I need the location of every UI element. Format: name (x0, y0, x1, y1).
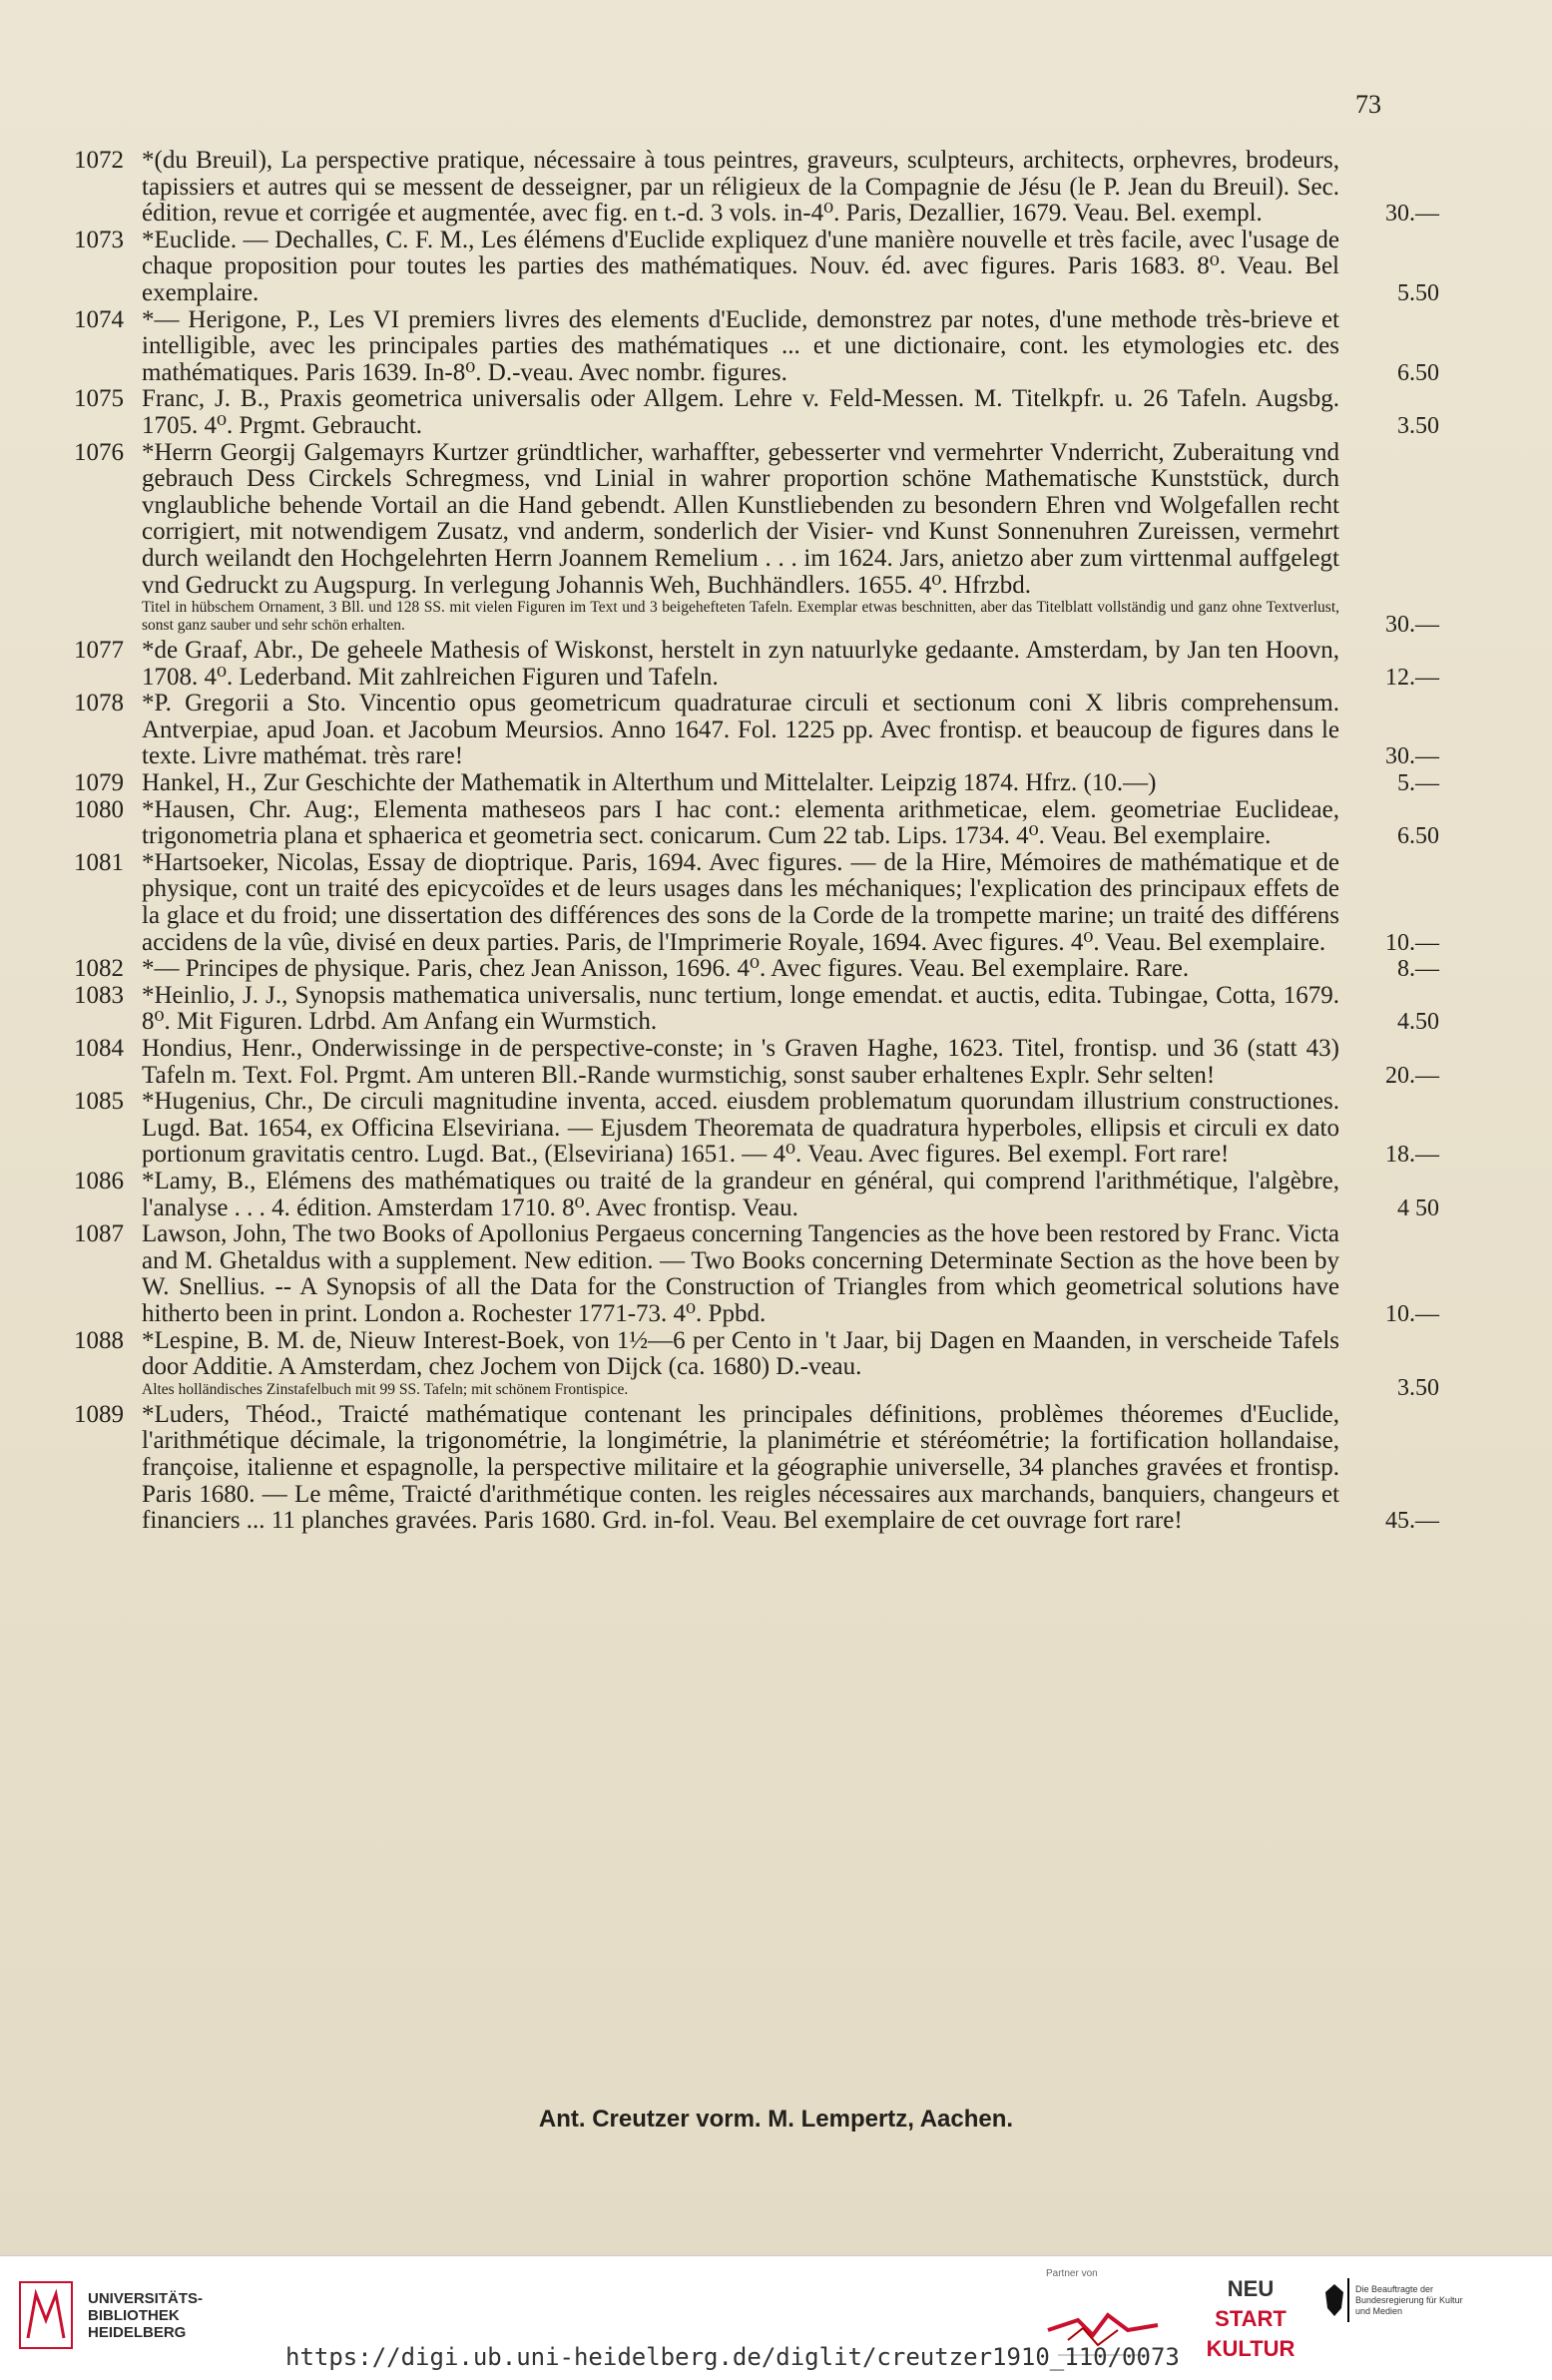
catalog-entry (52, 1035, 1439, 1089)
entry-description: Lawson, John, The two Books of Apollonius Pergaeus concerning Tangencies as the hove been restored by Franc. Victa and M. Ghetaldus with a supplement. New edition. — Two Books concerning Determinate Section as the hove been by W. Snellius. -- A Synopsis of all the Data for the Construction of Triangles from which geometrical solutions have hitherto been in print. London a. Rochester 1771-73. 4⁰. Ppbd. (142, 1220, 1339, 1327)
entry-price: 3.50 (1397, 1375, 1439, 1402)
catalog-entry (52, 637, 1439, 691)
catalog-entry (52, 955, 1439, 983)
entry-description: *Hausen, Chr. Aug:, Elementa matheseos pars I hac cont.: elementa arithmeticae, elem. geometriae Euclideae, trigonometria plana et sphaerica et geometria sect. conicarum. Cum 22 tab. Lips. 1734. 4⁰. Veau. Bel exemplaire. (142, 795, 1339, 850)
entry-description: *Lespine, B. M. de, Nieuw Interest-Boek, von 1½—6 per Cento in 't Jaar, bij Dagen en Maanden, in verscheide Tafels door Additie. A Amsterdam, chez Jochem von Dijck (ca. 1680) D.-veau. (142, 1326, 1339, 1381)
uni-line-1: UNIVERSITÄTS- (88, 2289, 204, 2307)
entry-number: 1072 (74, 147, 124, 174)
entry-price: 8.— (1397, 956, 1439, 983)
entry-number: 1079 (74, 769, 124, 797)
entry-description: *Heinlio, J. J., Synopsis mathematica universalis, nunc tertium, longe emendat. et auctis, edita. Tubingae, Cotta, 1679. 8⁰. Mit Figuren. Ldrbd. Am Anfang ein Wurmstich. (142, 981, 1339, 1036)
catalog-entry (52, 848, 1439, 956)
catalog-entry (52, 795, 1439, 850)
entry-body (142, 440, 1339, 639)
entry-description: *— Principes de physique. Paris, chez Jean Anisson, 1696. 4⁰. Avec figures. Veau. Bel exemplaire. Rare. (142, 955, 1190, 983)
entry-body (142, 850, 1339, 956)
entry-number: 1088 (74, 1326, 124, 1354)
entry-price: 6.50 (1397, 823, 1439, 850)
entry-number: 1074 (74, 305, 124, 333)
catalog-entry (52, 1326, 1439, 1402)
entry-number: 1083 (74, 981, 124, 1009)
entry-body (142, 1036, 1339, 1089)
catalog-entry (52, 981, 1439, 1036)
entry-price: 10.— (1385, 1300, 1439, 1327)
entry-price: 12.— (1385, 664, 1439, 691)
catalog-entry (52, 1167, 1439, 1221)
entry-body (142, 691, 1339, 770)
federal-eagle-icon (1319, 2278, 1349, 2322)
entry-number: 1080 (74, 795, 124, 823)
university-library-name (88, 2290, 203, 2341)
catalog-entry (52, 147, 1439, 228)
entry-price: 6.50 (1397, 359, 1439, 386)
bkm-logo[interactable] (1319, 2278, 1465, 2322)
catalog-entry (52, 226, 1439, 307)
neustart-line-1: NEU (1227, 2276, 1275, 2301)
entry-number: 1086 (74, 1167, 124, 1194)
entry-price: 10.— (1385, 929, 1439, 956)
entry-body (142, 638, 1339, 691)
entry-price: 45.— (1385, 1508, 1439, 1535)
catalog-entry (52, 1088, 1439, 1169)
entry-number: 1084 (74, 1035, 124, 1062)
entry-body (142, 1221, 1339, 1327)
neustart-line-2: START (1215, 2306, 1287, 2331)
entry-body (142, 148, 1339, 228)
university-library-logo[interactable] (18, 2280, 203, 2350)
entry-description: Franc, J. B., Praxis geometrica universalis oder Allgem. Lehre v. Feld-Messen. M. Titelkpfr. u. 26 Tafeln. Augsbg. 1705. 4⁰. Prgmt. Gebraucht. (142, 385, 1339, 439)
entry-body (142, 956, 1339, 983)
bkm-text: Die Beauftragte der Bundesregierung für Kultur und Medien (1355, 2283, 1463, 2316)
entry-body (142, 1328, 1339, 1402)
neustart-kultur-logo-icon[interactable] (1206, 2266, 1295, 2366)
entry-description: *(du Breuil), La perspective pratique, nécessaire à tous peintres, graveurs, sculpteurs, architects, orphevres, brodeurs, tapissiers et autres qui se messent de desseigner, par un réligieux de la Compagnie de Jésu (le P. Jean du Breuil). Sec. édition, revue et corrigée et augmentée, avec fig. en t.-d. 3 vols. in-4⁰. Paris, Dezallier, 1679. Veau. Bel. exempl. (142, 147, 1339, 228)
entry-description: *Herrn Georgij Galgemayrs Kurtzer gründtlicher, warhaffter, gebesserter vnd vermehrter Vnderricht, Zuberaitung vnd gebrauch Dess Circkels Schregmess, vnd Linial in wahrer proportion schöne Mathematische Kunststück, durch vnglaubliche behende Vortail an die Hand gebendt. Allen Kunstliebenden zu besondern Ehren vnd Wolgefallen recht corrigiert, mit notwendigem Zusatz, vnd anderm, sonderlich der Visier- vnd Kunst Sonnenuhren Zureissen, vermehrt durch weilandt den Hochgelehrten Herrn Joannem Remelium . . . im 1624. Jars, anietzo aber zum virttenmal auffgelegt vnd Gedruckt zu Augspurg. In verlegung Johannis Weh, Buchhändlers. 1655. 4⁰. Hfrzbd. (142, 438, 1339, 599)
entry-price: 5.50 (1397, 279, 1439, 306)
entry-description: *Hugenius, Chr., De circuli magnitudine inventa, acced. eiusdem problematum quorundam illustrium constructiones. Lugd. Bat. 1654, ex Officina Elseviriana. — Ejusdem Theoremata de quadratura hyperboles, ellipsis et circuli ex dato portionum gravitatis centro. Lugd. Bat., (Elseviriana) 1651. — 4⁰. Veau. Avec figures. Bel exempl. Fort rare! (142, 1088, 1339, 1169)
publisher-footer: Ant. Creutzer vorm. M. Lempertz, Aachen. (538, 2106, 1014, 2133)
entry-number: 1075 (74, 385, 124, 413)
entry-body (142, 983, 1339, 1036)
partner-label: Partner von (1046, 2268, 1098, 2279)
entry-price: 20.— (1385, 1062, 1439, 1089)
entry-number: 1085 (74, 1088, 124, 1116)
uni-line-3: HEIDELBERG (88, 2323, 187, 2341)
entry-description: Hondius, Henr., Onderwissinge in de perspective-conste; in 's Graven Haghe, 1623. Titel, frontisp. und 36 (statt 43) Tafeln m. Text. Fol. Prgmt. Am unteren Bll.-Rande wurmstichig, sonst sauber erhaltenes Explr. Sehr selten! (142, 1035, 1339, 1089)
entry-body (142, 1089, 1339, 1169)
entry-number: 1087 (74, 1220, 124, 1248)
entry-number: 1089 (74, 1400, 124, 1428)
entry-description: *P. Gregorii a Sto. Vincentio opus geometricum quadraturae circuli et sectionum coni X libris comprehensum. Antverpiae, apud Joan. et Jacobum Meursios. Anno 1647. Fol. 1225 pp. Avec frontisp. et beaucoup de figures dans le texte. Livre mathémat. très rare! (142, 690, 1339, 770)
entry-number: 1073 (74, 226, 124, 253)
catalog-entry (52, 769, 1439, 797)
entry-note: Altes holländisches Zinstafelbuch mit 99 SS. Tafeln; mit schönem Frontispice. (142, 1380, 629, 1398)
entry-description: *de Graaf, Abr., De geheele Mathesis of Wiskonst, herstelt in zyn natuurlyke gedaante. Amsterdam, by Jan ten Hoovn, 1708. 4⁰. Lederband. Mit zahlreichen Figuren und Tafeln. (142, 637, 1339, 691)
entry-price: 30.— (1385, 743, 1439, 770)
entry-body (142, 797, 1339, 850)
permalink-url[interactable]: https://digi.ub.uni-heidelberg.de/diglit/creutzer1910_110/0073 (285, 2343, 1180, 2371)
neustart-line-3: KULTUR (1206, 2336, 1295, 2361)
entry-note: Titel in hübschem Ornament, 3 Bll. und 128 SS. mit vielen Figuren im Text und 3 beigehefteten Tafeln. Exemplar etwas beschnitten, aber das Titelblatt vollständig und ganz ohne Textverlust, sonst ganz sauber und sehr schön erhalten. (142, 599, 1339, 635)
entry-price: 4 50 (1397, 1194, 1439, 1221)
entry-description: Hankel, H., Zur Geschichte der Mathematik in Alterthum und Mittelalter. Leipzig 1874. Hfrz. (10.—) (142, 769, 1157, 797)
entry-number: 1081 (74, 848, 124, 876)
entry-price: 5.— (1397, 770, 1439, 797)
entry-number: 1082 (74, 955, 124, 983)
entry-price: 30.— (1385, 201, 1439, 228)
entry-number: 1078 (74, 690, 124, 717)
entry-description: *Luders, Théod., Traicté mathématique contenant les principales définitions, problèmes théoremes d'Euclide, l'arithmétique décimale, la trigonométrie, la longimétrie, la planimétrie et stéréométrie; la fortification hollandaise, françoise, italienne et espagnolle, la perspective militaire et la géographie universelle, 34 planches gravées et frontisp. Paris 1680. — Le même, Traicté d'arithmétique conten. les reigles nécessaires aux marchands, banquiers, changeurs et financiers ... 11 planches gravées. Paris 1680. Grd. in-fol. Veau. Bel exemplaire de cet ouvrage fort rare! (142, 1400, 1339, 1535)
entry-number: 1076 (74, 438, 124, 466)
catalog-entry (52, 690, 1439, 770)
catalog-list (52, 147, 1439, 1535)
entry-description: *Hartsoeker, Nicolas, Essay de dioptrique. Paris, 1694. Avec figures. — de la Hire, Mémoires de mathématique et de physique, cont un traité des epicycoïdes et de leurs usages dans les méchaniques; l'explication des principaux effets de la glace et du froid; une dissertation des différences des sons de la Corde de la trompette marine; un traité des différens accidens de la vûe, divisé en deux parties. Paris, de l'Imprimerie Royale, 1694. Avec figures. 4⁰. Veau. Bel exemplaire. (142, 848, 1339, 956)
catalog-entry (52, 438, 1439, 639)
uni-line-2: BIBLIOTHEK (88, 2306, 180, 2324)
entry-price: 18.— (1385, 1142, 1439, 1169)
entry-body (142, 307, 1339, 387)
entry-price: 3.50 (1397, 412, 1439, 439)
entry-number: 1077 (74, 637, 124, 665)
entry-description: *— Herigone, P., Les VI premiers livres des elements d'Euclide, demonstrez par notes, d'une methode très-brieve et intelligible, avec les principales parties des mathématiques ... et une dictionaire, cont. les etymologies etc. des mathématiques. Paris 1639. In-8⁰. D.-veau. Avec nombr. figures. (142, 305, 1339, 386)
entry-price: 4.50 (1397, 1009, 1439, 1036)
entry-description: *Euclide. — Dechalles, C. F. M., Les élémens d'Euclide expliquez d'une manière nouvelle et très facile, avec l'usage de chaque proposition pour toutes les parties des mathématiques. Nouv. éd. avec figures. Paris 1683. 8⁰. Veau. Bel exemplaire. (142, 226, 1339, 306)
catalog-entry (52, 385, 1439, 439)
entry-body (142, 1169, 1339, 1221)
catalog-entry (52, 305, 1439, 387)
catalog-entry (52, 1400, 1439, 1535)
university-seal-icon (18, 2280, 74, 2350)
entry-body (142, 1402, 1339, 1535)
entry-body (142, 386, 1339, 439)
page-number: 73 (1355, 90, 1381, 119)
entry-price: 30.— (1385, 611, 1439, 638)
entry-body (142, 228, 1339, 307)
catalog-entry (52, 1220, 1439, 1327)
entry-body (142, 770, 1339, 797)
entry-description: *Lamy, B., Elémens des mathématiques ou traité de la grandeur en général, qui comprend l'arithmétique, l'algèbre, l'analyse . . . 4. édition. Amsterdam 1710. 8⁰. Avec frontisp. Veau. (142, 1167, 1339, 1221)
